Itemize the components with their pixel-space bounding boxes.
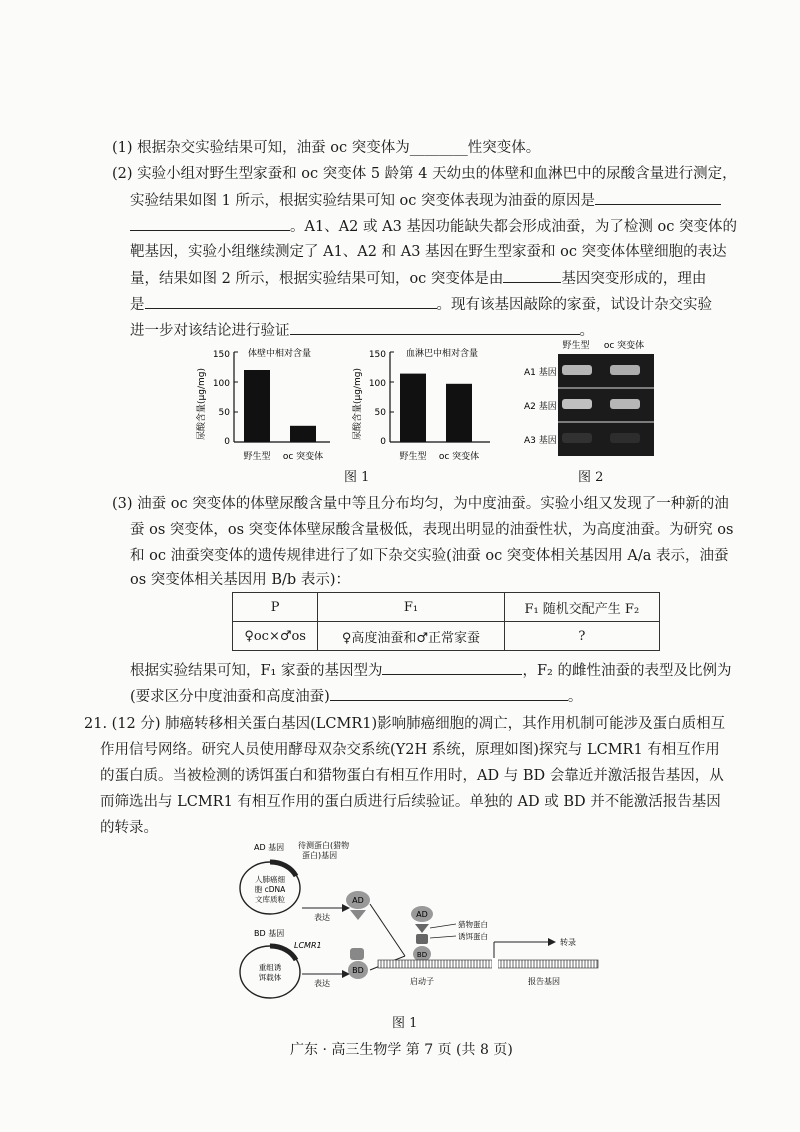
table-cell: ♀高度油蚕和♂正常家蚕	[318, 622, 504, 651]
table-cell: ?	[504, 622, 659, 651]
q2-text: 量，结果如图 2 所示，根据实验结果可知，oc 突变体是由	[130, 271, 504, 287]
library-label: 文库质粒	[255, 895, 285, 904]
chart-title: 血淋巴中相对含量	[406, 349, 479, 359]
express-label: 表达	[314, 913, 330, 922]
connector-line	[370, 904, 405, 956]
table-header-row	[233, 593, 660, 622]
prey-protein-label: 猎物蛋白	[458, 920, 488, 929]
category-label: oc 突变体	[438, 452, 480, 462]
reporter-gene-label: 报告基因	[528, 977, 560, 986]
table-header: P	[233, 593, 318, 622]
page-footer: 广东 · 高三生物学 第 7 页 (共 8 页)	[290, 1042, 513, 1058]
tick-label: 0	[224, 437, 230, 447]
y-axis-label: 尿酸含量(μg/mg)	[353, 368, 363, 440]
question-1: (1) 根据杂交实验结果可知，油蚕 oc 突变体为________性突变体。	[112, 140, 541, 156]
question-21-line-2: 作用信号网络。研究人员使用酵母双杂交系统(Y2H 系统，原理如图)探究与 LCMR1 有相互作用	[100, 742, 720, 758]
bait-protein-shape	[416, 934, 428, 944]
bait-vector-label: 重组诱	[258, 963, 282, 972]
pointer-line	[430, 924, 456, 928]
q2-text: 是	[130, 297, 145, 313]
arrow-head	[548, 938, 556, 946]
prey-protein-shape	[415, 924, 429, 933]
answer-blank[interactable]	[290, 320, 580, 335]
question-21-line-5: 的转录。	[100, 820, 158, 836]
period: 。	[567, 689, 583, 705]
ad-gene-label: AD 基因	[254, 843, 285, 852]
question-2-line-5	[130, 268, 706, 289]
question-21-line-4: 而筛选出与 LCMR1 有相互作用的蛋白质进行后续验证。单独的 AD 或 BD 并不能激活报告基因	[100, 794, 721, 810]
tick-label: 50	[218, 408, 230, 418]
bait-protein-label: 诱饵蛋白	[458, 932, 488, 941]
express-label: 表达	[314, 979, 330, 988]
question-3-line-6	[130, 686, 582, 707]
bar-oc-mutant	[446, 384, 472, 442]
chart-hemolymph	[351, 347, 490, 462]
question-3-line-4: os 突变体相关基因用 B/b 表示)：	[130, 572, 350, 588]
figure-2-caption: 图 2	[578, 470, 604, 485]
dna-strand	[378, 960, 598, 968]
bar-oc-mutant	[290, 426, 316, 442]
category-label: 野生型	[399, 452, 427, 462]
library-label: 人肺癌细	[255, 875, 285, 884]
cross-table	[232, 592, 660, 651]
answer-blank[interactable]	[145, 294, 437, 309]
table-cell: ♀oc×♂os	[233, 622, 318, 651]
diagram-caption: 图 1	[392, 1016, 418, 1031]
gel-column-oc-mutant: oc 突变体	[603, 341, 645, 351]
bd-label: BD	[416, 951, 428, 959]
figure-2-gel	[520, 336, 660, 460]
gel-band	[610, 399, 640, 409]
q2-text: 基因突变形成的，理由	[561, 271, 707, 287]
chart-title: 体壁中相对含量	[248, 349, 312, 359]
tick-label: 150	[368, 350, 386, 360]
q3-text: (要求区分中度油蚕和高度油蚕)	[130, 689, 330, 705]
bd-label: BD	[352, 966, 364, 975]
tick-label: 100	[212, 379, 230, 389]
question-21-line-1: 21. (12 分) 肺癌转移相关蛋白基因(LCMR1)影响肺癌细胞的凋亡，其作用机制可能涉及蛋白质相互	[84, 716, 726, 732]
period: 。	[579, 323, 594, 339]
gel-band	[562, 399, 592, 409]
figure-1-caption: 图 1	[344, 470, 370, 485]
table-row	[233, 622, 660, 651]
question-3-line-1: (3) 油蚕 oc 突变体的体壁尿酸含量中等且分布均匀，为中度油蚕。实验小组又发现了一种新的油	[112, 496, 729, 512]
gel-column-wild-type: 野生型	[562, 341, 590, 351]
q2-text: 进一步对该结论进行验证	[130, 323, 290, 339]
question-2-line-2	[130, 190, 721, 211]
question-2-line-1: (2) 实验小组对野生型家蚕和 oc 突变体 5 龄第 4 天幼虫的体壁和血淋巴中的尿酸含量进行测定，	[112, 166, 737, 182]
ad-label: AD	[416, 910, 428, 919]
plasmid-gene-segment	[270, 946, 296, 960]
question-3-line-3: 和 oc 油蚕突变体的遗传规律进行了如下杂交实验(油蚕 oc 突变体相关基因用 A/a 表示，油蚕	[130, 548, 729, 564]
tick-label: 150	[212, 350, 230, 360]
transcription-label: 转录	[560, 938, 576, 947]
question-3-line-5	[130, 660, 731, 681]
tick-label: 0	[380, 437, 386, 447]
answer-blank[interactable]	[330, 686, 568, 701]
gel-band	[562, 433, 592, 443]
category-label: 野生型	[243, 452, 271, 462]
bd-gene-label: BD 基因	[254, 929, 285, 938]
bait-vector-label: 饵载体	[258, 973, 282, 982]
dna-gap	[492, 958, 498, 970]
q2-text: 实验结果如图 1 所示，根据实验结果可知 oc 突变体表现为油蚕的原因是	[130, 193, 596, 209]
gel-row-label: A3 基因	[524, 436, 557, 446]
plasmid-gene-segment	[270, 862, 296, 876]
table-header: F₁	[318, 593, 504, 622]
answer-blank[interactable]	[130, 216, 290, 231]
answer-blank[interactable]	[595, 190, 721, 205]
gel-band	[610, 433, 640, 443]
chart-body-wall	[195, 347, 330, 462]
question-3-line-2: 蚕 os 突变体，os 突变体体壁尿酸含量极低，表现出明显的油蚕性状，为高度油蚕。为研究 os	[130, 522, 734, 538]
lcmr1-label: LCMR1	[294, 941, 322, 950]
tick-label: 50	[374, 408, 386, 418]
gel-row-label: A1 基因	[524, 368, 557, 378]
ad-label: AD	[352, 896, 364, 905]
prey-gene-label: 蛋白)基因	[302, 851, 338, 860]
tick-label: 100	[368, 379, 386, 389]
question-21-line-3: 的蛋白质。当被检测的诱饵蛋白和猎物蛋白有相互作用时，AD 与 BD 会靠近并激活报告基因，从	[100, 768, 724, 784]
question-2-line-3	[130, 216, 737, 237]
q2-text: 。A1、A2 或 A3 基因功能缺失都会形成油蚕，为了检测 oc 突变体的	[290, 219, 737, 235]
bait-protein-shape	[350, 948, 364, 960]
question-2-line-6	[130, 294, 712, 315]
y-axis-label: 尿酸含量(μg/mg)	[197, 368, 207, 440]
promoter-label: 启动子	[410, 977, 434, 986]
prey-gene-label: 待测蛋白(猎物	[298, 841, 350, 850]
table-header: F₁ 随机交配产生 F₂	[504, 593, 659, 622]
bar-wild-type	[244, 370, 270, 442]
gel-band	[562, 365, 592, 375]
bar-wild-type	[400, 374, 426, 442]
q3-text: 根据实验结果可知，F₁ 家蚕的基因型为	[130, 663, 383, 679]
figure-1-charts	[190, 342, 520, 472]
gel-band	[610, 365, 640, 375]
category-label: oc 突变体	[282, 452, 324, 462]
question-2-line-4: 靶基因，实验小组继续测定了 A1、A2 和 A3 基因在野生型家蚕和 oc 突变体体壁细胞的表达	[130, 244, 727, 260]
q3-text: ，F₂ 的雌性油蚕的表型及比例为	[522, 663, 732, 679]
pointer-line	[430, 936, 456, 938]
gel-row-label: A2 基因	[524, 402, 557, 412]
y2h-diagram	[230, 838, 610, 1014]
prey-protein-shape	[350, 910, 366, 920]
answer-blank[interactable]	[382, 660, 522, 675]
answer-blank[interactable]	[503, 268, 561, 283]
q2-text: 。现有该基因敲除的家蚕，试设计杂交实验	[436, 297, 712, 313]
library-label: 胞 cDNA	[254, 885, 286, 894]
